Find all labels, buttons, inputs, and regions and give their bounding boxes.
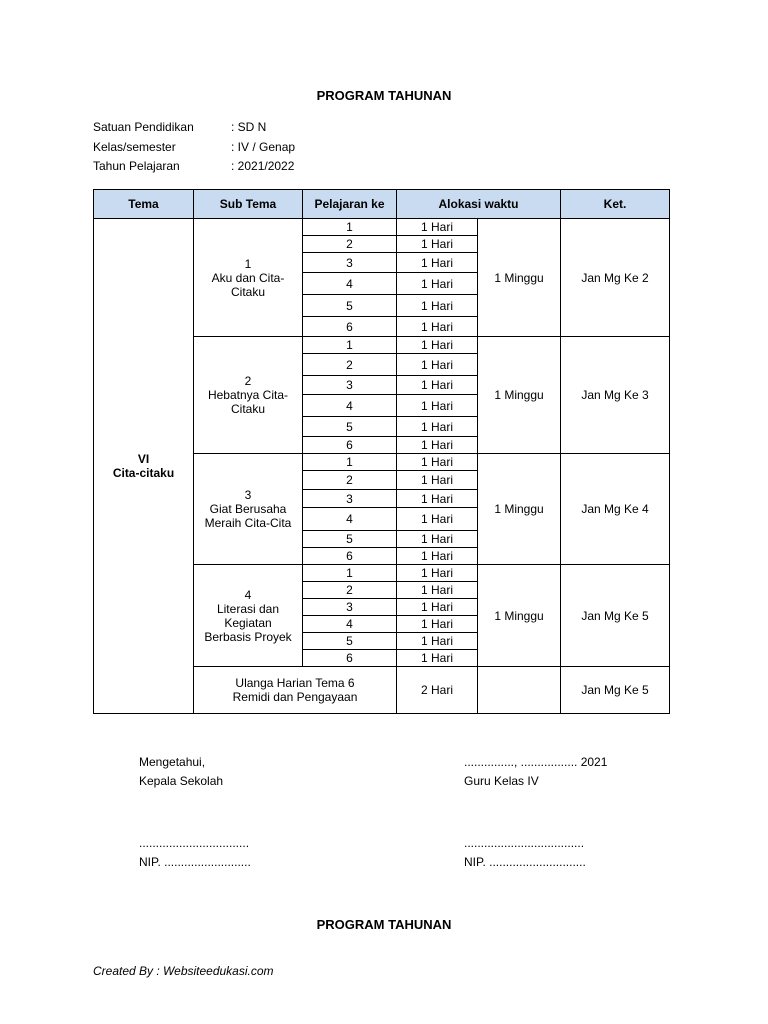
header-alokasi-waktu: Alokasi waktu [397,190,561,219]
info-row-tahun [93,159,295,179]
alokasi-minggu-cell: 1 Minggu [478,337,561,454]
signature-left-name-block [139,834,251,872]
sub-tema-name: Literasi dan Kegiatan Berbasis Proyek [204,601,292,644]
alokasi-minggu-cell: 1 Minggu [478,454,561,565]
alokasi-hari-cell: 1 Hari [397,253,478,273]
alokasi-hari-cell: 1 Hari [397,454,478,471]
alokasi-hari-cell: 1 Hari [397,548,478,565]
info-block [93,120,295,179]
info-value: : 2021/2022 [231,159,295,173]
header-tema: Tema [94,190,194,219]
sub-tema-number: 1 [244,256,252,271]
info-value: : SD N [231,120,267,134]
alokasi-hari-cell: 1 Hari [397,582,478,599]
pelajaran-ke-cell: 5 [303,295,397,317]
ket-cell: Jan Mg Ke 3 [561,337,670,454]
pelajaran-ke-cell: 3 [303,253,397,273]
header-ket: Ket. [561,190,670,219]
signature-left-line1: Mengetahui, [139,755,206,769]
ulangan-empty-cell [478,667,561,714]
pelajaran-ke-cell: 4 [303,616,397,633]
pelajaran-ke-cell: 5 [303,417,397,437]
pelajaran-ke-cell: 1 [303,454,397,471]
info-row-satuan [93,120,295,140]
header-sub-tema: Sub Tema [194,190,303,219]
alokasi-hari-cell: 1 Hari [397,317,478,337]
pelajaran-ke-cell: 6 [303,548,397,565]
ket-cell: Jan Mg Ke 4 [561,454,670,565]
pelajaran-ke-cell: 1 [303,219,397,236]
signature-right-name-block [464,834,586,872]
alokasi-hari-cell: 1 Hari [397,395,478,417]
signature-right-nip: NIP. ............................. [464,855,586,869]
alokasi-hari-cell: 1 Hari [397,219,478,236]
ulangan-hari-cell: 2 Hari [397,667,478,714]
sub-tema-cell [194,219,303,337]
alokasi-hari-cell: 1 Hari [397,273,478,295]
footer-credit: Created By : Websiteedukasi.com [93,964,274,978]
pelajaran-ke-cell: 6 [303,317,397,337]
ulangan-line1: Ulanga Harian Tema 6 [235,676,355,690]
signature-left-line2: Kepala Sekolah [139,774,224,788]
sub-tema-name: Giat Berusaha Meraih Cita-Cita [204,502,292,530]
tema-name: Cita-citaku [112,466,175,480]
pelajaran-ke-cell: 5 [303,531,397,548]
signature-left-name: ................................. [139,836,250,850]
alokasi-hari-cell: 1 Hari [397,508,478,531]
ket-cell: Jan Mg Ke 5 [561,565,670,667]
ulangan-cell [194,667,397,714]
pelajaran-ke-cell: 2 [303,471,397,490]
alokasi-hari-cell: 1 Hari [397,565,478,582]
sub-tema-name: Aku dan Cita-Citaku [211,270,285,299]
alokasi-minggu-cell: 1 Minggu [478,219,561,337]
pelajaran-ke-cell: 4 [303,395,397,417]
info-label: Kelas/semester [93,139,176,154]
pelajaran-ke-cell: 6 [303,437,397,454]
sub-tema-cell [194,565,303,667]
info-label: Tahun Pelajaran [93,159,180,173]
alokasi-hari-cell: 1 Hari [397,236,478,253]
pelajaran-ke-cell: 3 [303,599,397,616]
pelajaran-ke-cell: 2 [303,236,397,253]
alokasi-hari-cell: 1 Hari [397,650,478,667]
sub-tema-number: 2 [244,374,252,388]
pelajaran-ke-cell: 2 [303,582,397,599]
info-row-kelas [93,140,295,160]
program-table [93,189,670,714]
alokasi-hari-cell: 1 Hari [397,417,478,437]
signature-right-line2: Guru Kelas IV [464,774,539,788]
ulangan-ket-cell: Jan Mg Ke 5 [561,667,670,714]
pelajaran-ke-cell: 6 [303,650,397,667]
signature-right-line1: ..............., ................. 2021 [464,755,608,769]
pelajaran-ke-cell: 5 [303,633,397,650]
alokasi-hari-cell: 1 Hari [397,471,478,490]
pelajaran-ke-cell: 3 [303,490,397,508]
alokasi-minggu-cell: 1 Minggu [478,565,561,667]
info-label: Satuan Pendidikan [93,120,194,134]
sub-tema-number: 3 [244,488,252,502]
pelajaran-ke-cell: 4 [303,508,397,531]
alokasi-hari-cell: 1 Hari [397,616,478,633]
ket-cell: Jan Mg Ke 2 [561,219,670,337]
sub-tema-cell [194,454,303,565]
alokasi-hari-cell: 1 Hari [397,531,478,548]
sub-tema-number: 4 [244,587,252,602]
pelajaran-ke-cell: 2 [303,354,397,376]
table-row [94,219,670,236]
ulangan-line2: Remidi dan Pengayaan [232,690,358,704]
signature-left-nip: NIP. .......................... [139,855,251,869]
tema-cell [94,219,194,714]
pelajaran-ke-cell: 1 [303,565,397,582]
pelajaran-ke-cell: 4 [303,273,397,295]
alokasi-hari-cell: 1 Hari [397,376,478,395]
info-value: : IV / Genap [231,139,296,154]
pelajaran-ke-cell: 1 [303,337,397,354]
page-title-bottom: PROGRAM TAHUNAN [316,917,452,932]
signature-left [139,753,223,791]
tema-number: VI [137,452,150,466]
table-header-row [94,190,670,219]
sub-tema-cell [194,337,303,454]
page-title: PROGRAM TAHUNAN [316,88,452,103]
alokasi-hari-cell: 1 Hari [397,337,478,354]
alokasi-hari-cell: 1 Hari [397,354,478,376]
alokasi-hari-cell: 1 Hari [397,599,478,616]
alokasi-hari-cell: 1 Hari [397,490,478,508]
pelajaran-ke-cell: 3 [303,376,397,395]
header-pelajaran-ke: Pelajaran ke [303,190,397,219]
signature-right [464,753,607,791]
alokasi-hari-cell: 1 Hari [397,437,478,454]
alokasi-hari-cell: 1 Hari [397,295,478,317]
sub-tema-name: Hebatnya Cita-Citaku [207,388,289,416]
signature-right-name: .................................... [464,836,585,850]
alokasi-hari-cell: 1 Hari [397,633,478,650]
